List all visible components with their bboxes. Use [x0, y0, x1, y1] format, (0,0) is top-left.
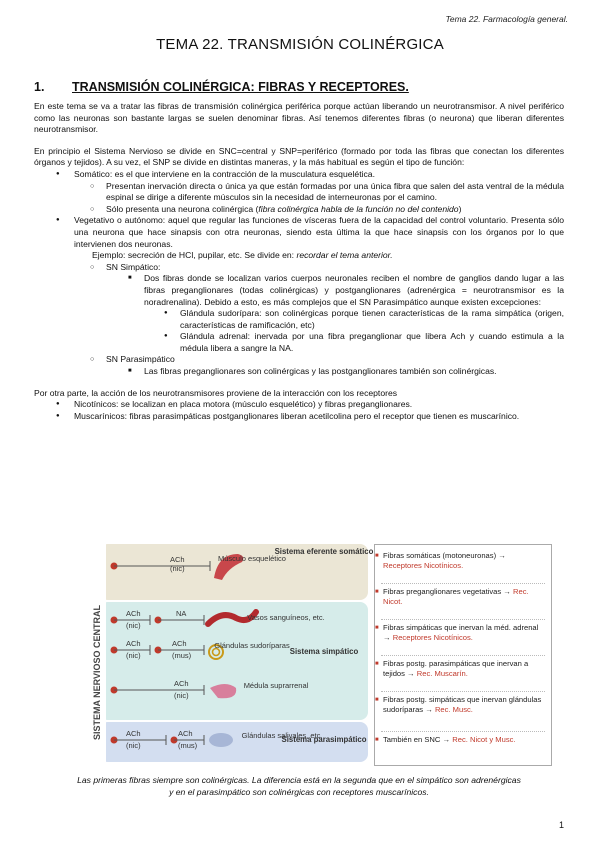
bullet-somatico-b-italic: fibra colinérgica habla de la función no del contenido [258, 203, 459, 214]
row4-organ: Médula suprarrenal [243, 681, 309, 690]
bullet-somatico: ● Somático: es el que interviene en la contracción de la musculatura esquelética. [34, 169, 564, 181]
legend-box [374, 544, 552, 766]
salivary-icon [209, 733, 233, 747]
bullet-simpatico-a: ■ Dos fibras donde se localizan varios cuerpos neuronales reciben el nombre de ganglios dando lugar a las fibras preganglionares (todas colinérgicas) y postganglionares (adrenérgica = neurotransmisor es la noradrenalina). Debido a esto, es más complejos que el SN Parasimpático aunque existen excepciones: [34, 273, 564, 308]
ejemplo-text: Ejemplo: secreción de HCl, pupilar, etc. Se divide en: [92, 250, 297, 261]
legend-item-2: ■ Fibras preganglionares vegetativas → Rec. Nicot. [383, 587, 543, 606]
section-heading-text: TRANSMISIÓN COLINÉRGICA: FIBRAS Y RECEPTORES. [72, 80, 409, 94]
legend-item-3: ■ Fibras simpáticas que inervan la méd. adrenal → Receptores Nicotínicos. [383, 623, 543, 642]
row1-organ: Músculo esquelético [218, 554, 286, 563]
row4-nt1: ACh [174, 679, 189, 688]
document-body [34, 101, 564, 422]
ejemplo-line [34, 250, 564, 262]
row3-nt2: ACh [172, 639, 187, 648]
figure-caption [34, 774, 564, 798]
row1-nt: ACh [170, 555, 185, 564]
row2-nt1: ACh [126, 609, 141, 618]
bullet-somatico-b-text: Sólo presenta una neurona colinérgica ( [106, 203, 259, 214]
system-parasympathetic: Sistema parasimpático [281, 735, 367, 744]
system-sympathetic: Sistema simpático [289, 647, 359, 656]
section-number: 1. [34, 80, 45, 94]
row3-rec1: (nic) [126, 651, 141, 660]
bullet-simpatico: ○ SN Simpático: [34, 262, 564, 274]
legend-item-6: ■ También en SNC → Rec. Nicot y Musc. [383, 735, 543, 745]
row3-nt1: ACh [126, 639, 141, 648]
paragraph-division: En principio el Sistema Nervioso se divide en SNC=central y SNP=periférico (formado por toda las fibras que conectan los diferentes órganos y tejidos). A su vez, el SNP se divide en distintas maneras, y la más habitual es según el tipo de función: [34, 145, 564, 168]
row5-rec1: (nic) [126, 741, 141, 750]
row1-rec: (nic) [170, 564, 185, 573]
row2-organ: Vasos sanguíneos, etc. [247, 613, 325, 622]
row5-rec2: (mus) [178, 741, 198, 750]
row3-rec2: (mus) [172, 651, 192, 660]
nervous-system-figure [86, 540, 552, 766]
system-efferent: Sistema eferente somático [274, 547, 374, 556]
bullet-vegetativo: ● Vegetativo o autónomo: aquel que regular las funciones de vísceras fuera de la capacidad del control voluntario. Presenta sólo una neurona que hace sinapsis con otra neuronas, siendo esta última la que hace sinapsis con los órganos por lo que intervienen dos neuronas. [34, 215, 564, 250]
bullet-muscarinicos: ● Muscarínicos: fibras parasimpáticas postganglionares liberan acetilcolina pero el receptor que tienen es muscarínico. [34, 411, 564, 423]
pathway-diagram [86, 540, 376, 766]
row4-rec1: (nic) [174, 691, 189, 700]
caption-line-2: y en el parasimpático son colinérgicas con receptores muscarínicos. [169, 787, 429, 797]
running-header: Tema 22. Farmacología general. [445, 14, 568, 24]
bullet-parasimpatico: ○ SN Parasimpático [34, 354, 564, 366]
page-title: TEMA 22. TRANSMISIÓN COLINÉRGICA [156, 36, 444, 53]
row2-nt2: NA [176, 609, 187, 618]
row5-nt1: ACh [126, 729, 141, 738]
ejemplo-italic: recordar el tema anterior. [296, 250, 393, 261]
row5-organ: Glándulas salivales, etc. [241, 731, 323, 740]
section-heading [34, 80, 409, 94]
legend-item-4: ■ Fibras postg. parasimpáticas que inervan a tejidos → Rec. Muscarín. [383, 659, 543, 678]
row2-rec1: (nic) [126, 621, 141, 630]
bullet-somatico-a: ○ Presentan inervación directa o única ya que están formadas por una única fibra que salen del asta ventral de la médula espinal se dirige a diferente músculos sin la necesidad de interneuronas por el camino. [34, 181, 564, 204]
cns-label: SISTEMA NERVIOSO CENTRAL [92, 604, 102, 740]
row5-nt2: ACh [178, 729, 193, 738]
bullet-simpatico-a2: ● Glándula adrenal: inervada por una fibra preganglionar que libera Ach y cuando estimula a la médula libera a sangre la NA. [34, 331, 564, 354]
paragraph-receptores: Por otra parte, la acción de los neurotransmisores proviene de la interacción con los receptores [34, 387, 398, 398]
bullet-somatico-b-close: ) [458, 203, 462, 214]
bullet-simpatico-a1: ● Glándula sudorípara: son colinérgicas porque tienen características de la rama simpática (origen, características de ramificación, etc) [34, 308, 564, 331]
row3-organ: Glándulas sudoríparas [214, 641, 290, 650]
bullet-somatico-b [34, 204, 564, 216]
caption-line-1: Las primeras fibras siempre son colinérgicas. La diferencia está en la segunda que en el simpático son adrenérgicas [77, 775, 521, 785]
legend-item-1: ■ Fibras somáticas (motoneuronas) → Receptores Nicotínicos. [383, 551, 543, 570]
legend-item-5: ■ Fibras postg. simpáticas que inervan glándulas sudoríparas → Rec. Musc. [383, 695, 543, 714]
paragraph-intro: En este tema se va a tratar las fibras de transmisión colinérgica periférica porque actúan liberando un neurotransmisor. A nivel periférico como las neuronas son bastante largas se suelen denominar fibras. Así tenemos diferentes fibras (o neurona) que liberan diferentes neurotransmisor. [34, 101, 564, 135]
bullet-parasimpatico-a: ■ Las fibras preganglionares son colinérgicas y las postganglionares también son colinérgicas. [34, 366, 564, 378]
page-number: 1 [558, 820, 564, 830]
bullet-nicotinicos: ● Nicotínicos: se localizan en placa motora (músculo esquelético) y fibras preganglionares. [34, 399, 564, 411]
